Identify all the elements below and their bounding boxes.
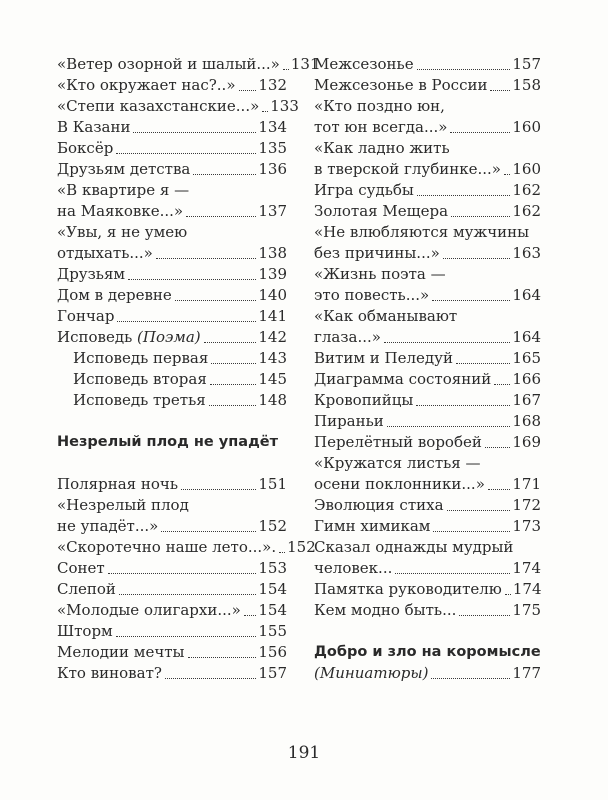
toc-entry-title-text: Исповедь третья xyxy=(73,391,206,409)
toc-entry-title xyxy=(73,348,208,369)
toc-page-number: 151 xyxy=(258,475,287,493)
dot-leader xyxy=(384,342,510,343)
dot-leader xyxy=(204,342,257,343)
dot-leader xyxy=(117,321,256,322)
toc-page-number: 175 xyxy=(512,601,541,619)
toc-entry xyxy=(57,663,287,684)
toc-page-number: 166 xyxy=(512,370,541,388)
toc-entry-title xyxy=(57,201,183,222)
toc-entry-title xyxy=(57,600,241,621)
toc-page-number: 137 xyxy=(258,202,287,220)
toc-entry xyxy=(57,327,287,348)
dot-leader xyxy=(279,552,285,553)
toc-entry-title xyxy=(57,621,113,642)
toc-entry-first-line: «Не влюбляются мужчины xyxy=(314,223,530,241)
toc-entry-title xyxy=(314,75,487,96)
toc-entry xyxy=(314,54,541,75)
toc-entry xyxy=(314,411,541,432)
toc-entry-first-line: «Жизнь поэта — xyxy=(314,265,446,283)
toc-page-number: 141 xyxy=(258,307,287,325)
toc-entry xyxy=(57,75,287,96)
toc-subentry xyxy=(57,369,287,390)
section-spacer xyxy=(57,453,287,474)
dot-leader xyxy=(209,405,257,406)
dot-leader xyxy=(494,384,510,385)
dot-leader xyxy=(262,111,268,112)
toc-entry-title-text: Исповедь вторая xyxy=(73,370,207,388)
toc-page-number: 164 xyxy=(512,286,541,304)
toc-entry-title-text: в тверской глубинке...» xyxy=(314,160,501,178)
dot-leader xyxy=(116,153,256,154)
dot-leader xyxy=(456,363,510,364)
toc-entry-title-text: Кровопийцы xyxy=(314,391,414,409)
toc-entry-title xyxy=(57,117,130,138)
toc-entry-title-text: «Кто окружает нас?..» xyxy=(57,76,236,94)
toc-entry-title xyxy=(314,201,448,222)
toc-entry-title xyxy=(57,138,113,159)
toc-page-number: 131 xyxy=(290,55,320,73)
toc-entry-first-line: «В квартире я — xyxy=(57,181,190,199)
toc-entry xyxy=(57,537,316,558)
toc-entry-title-text: человек... xyxy=(314,559,393,577)
toc-entry xyxy=(57,117,287,138)
toc-entry-title-text: Сонет xyxy=(57,559,105,577)
toc-entry xyxy=(314,432,541,453)
toc-entry-subtitle: (Миниатюры) xyxy=(314,664,429,682)
toc-page-number: 158 xyxy=(512,76,541,94)
dot-leader xyxy=(417,195,511,196)
toc-entry-title-text: Исповедь xyxy=(57,328,133,346)
dot-leader xyxy=(416,405,510,406)
toc-entry-title-text: Кто виноват? xyxy=(57,664,162,682)
toc-entry-title xyxy=(57,537,276,558)
toc-entry-title xyxy=(314,327,381,348)
dot-leader xyxy=(488,489,510,490)
toc-entry xyxy=(314,474,541,495)
toc-entry-title-text: Мелодии мечты xyxy=(57,643,185,661)
toc-entry-title-text: «Скоротечно наше лето...». xyxy=(57,538,277,556)
toc-entry xyxy=(314,75,541,96)
toc-page-number: 148 xyxy=(258,391,287,409)
toc-entry xyxy=(57,306,287,327)
toc-entry xyxy=(314,495,541,516)
toc-entry-title-text: тот юн всегда...» xyxy=(314,118,448,136)
toc-entry xyxy=(314,516,541,537)
dot-leader xyxy=(283,69,289,70)
toc-entry-title xyxy=(314,390,413,411)
toc-page-number: 168 xyxy=(512,412,541,430)
toc-entry-title-text: без причины...» xyxy=(314,244,440,262)
toc-entry xyxy=(57,96,299,117)
toc-entry-subtitle: (Поэма) xyxy=(137,328,201,346)
toc-page-number: 133 xyxy=(270,97,299,115)
toc-entry-title-text: отдыхать...» xyxy=(57,244,153,262)
dot-leader xyxy=(490,90,510,91)
toc-entry xyxy=(314,579,541,600)
toc-entry-title-text: Гончар xyxy=(57,307,115,325)
toc-entry xyxy=(314,285,541,306)
toc-entry xyxy=(57,579,287,600)
toc-entry-title xyxy=(57,474,178,495)
toc-entry-title xyxy=(314,348,453,369)
toc-page-number: 157 xyxy=(258,664,287,682)
toc-entry-title-text: осени поклонники...» xyxy=(314,475,485,493)
dot-leader xyxy=(450,132,510,133)
dot-leader xyxy=(193,174,256,175)
toc-page-number: 174 xyxy=(512,559,541,577)
toc-entry-title-text: на Маяковке...» xyxy=(57,202,184,220)
toc-entry-title-text: «Молодые олигархи...» xyxy=(57,601,241,619)
toc-entry-title-text: Межсезонье xyxy=(314,55,414,73)
toc-entry-title-text: это повесть...» xyxy=(314,286,430,304)
toc-entry xyxy=(314,117,541,138)
toc-entry xyxy=(314,663,541,684)
toc-page-number: 153 xyxy=(258,559,287,577)
toc-entry-title xyxy=(314,369,491,390)
toc-page-number: 139 xyxy=(258,265,287,283)
toc-entry xyxy=(57,474,287,495)
toc-entry-title xyxy=(314,474,485,495)
toc-entry xyxy=(57,621,287,642)
toc-entry-title xyxy=(57,327,201,348)
toc-page-number: 167 xyxy=(512,391,541,409)
toc-entry xyxy=(57,243,287,264)
toc-entry-title xyxy=(314,558,392,579)
toc-page-number: 157 xyxy=(512,55,541,73)
toc-entry-title xyxy=(73,390,206,411)
toc-entry xyxy=(314,600,541,621)
toc-entry-title-text: Кем модно быть... xyxy=(314,601,457,619)
toc-entry-title xyxy=(314,180,414,201)
toc-page-number: 172 xyxy=(512,496,541,514)
toc-page-number: 173 xyxy=(512,517,541,535)
toc-page-number: 160 xyxy=(512,118,541,136)
toc-entry-title xyxy=(57,642,185,663)
toc-entry xyxy=(57,642,287,663)
toc-page-number: 154 xyxy=(258,601,287,619)
toc-entry-title xyxy=(314,600,456,621)
dot-leader xyxy=(211,363,256,364)
toc-entry xyxy=(57,201,287,222)
toc-entry-title-text: Исповедь первая xyxy=(73,349,209,367)
toc-entry-title xyxy=(314,159,501,180)
dot-leader xyxy=(165,678,256,679)
toc-entry-title xyxy=(314,432,482,453)
dot-leader xyxy=(504,174,510,175)
toc-entry-title-text: Шторм xyxy=(57,622,113,640)
toc-entry xyxy=(314,201,541,222)
toc-entry-title-text: Боксёр xyxy=(57,139,114,157)
toc-entry-title xyxy=(314,285,429,306)
toc-page-number: 162 xyxy=(512,181,541,199)
toc-entry-title-text: Витим и Пеледуй xyxy=(314,349,453,367)
toc-entry-title xyxy=(314,495,444,516)
toc-page-number: 160 xyxy=(512,160,541,178)
dot-leader xyxy=(116,636,257,637)
toc-entry-first-line: «Как обманывают xyxy=(314,307,458,325)
toc-entry-first-line: «Увы, я не умею xyxy=(57,223,188,241)
toc-entry xyxy=(314,558,541,579)
dot-leader xyxy=(210,384,257,385)
dot-leader xyxy=(443,258,511,259)
dot-leader xyxy=(395,573,510,574)
toc-page-number: 165 xyxy=(512,349,541,367)
toc-page-number: 162 xyxy=(512,202,541,220)
dot-leader xyxy=(181,489,256,490)
toc-entry-title xyxy=(57,516,158,537)
toc-entry-first-line: «Как ладно жить xyxy=(314,139,450,157)
toc-page-number: 152 xyxy=(258,517,287,535)
section-heading: Добро и зло на коромысле xyxy=(314,644,541,660)
toc-entry xyxy=(57,138,287,159)
toc-entry-title-text: «Ветер озорной и шалый...» xyxy=(57,55,280,73)
toc-subentry xyxy=(57,348,287,369)
toc-entry-title-text: Друзьям xyxy=(57,265,126,283)
toc-entry-title xyxy=(314,579,502,600)
toc-page-number: 135 xyxy=(258,139,287,157)
toc-entry-title xyxy=(57,159,190,180)
toc-page-number: 152 xyxy=(287,538,316,556)
toc-entry-title xyxy=(57,579,116,600)
toc-entry-title-text: Гимн химикам xyxy=(314,517,431,535)
toc-entry xyxy=(57,54,320,75)
toc-page-number: 174 xyxy=(512,580,542,598)
toc-page-number: 154 xyxy=(258,580,287,598)
toc-entry-title xyxy=(57,243,153,264)
toc-page-number: 145 xyxy=(258,370,287,388)
dot-leader xyxy=(156,258,257,259)
toc-entry-title-text: В Казани xyxy=(57,118,131,136)
toc-entry-title-text: Пираньи xyxy=(314,412,384,430)
toc-entry xyxy=(57,159,287,180)
toc-entry xyxy=(57,558,287,579)
dot-leader xyxy=(186,216,256,217)
toc-left-column xyxy=(57,54,320,684)
toc-entry xyxy=(57,285,287,306)
toc-entry-first-line: «Незрелый плод xyxy=(57,496,189,514)
toc-entry-first-line: «Кто поздно юн, xyxy=(314,97,445,115)
section-heading: Незрелый плод не упадёт xyxy=(57,434,279,450)
toc-entry-title xyxy=(314,243,440,264)
section-spacer xyxy=(314,621,541,642)
toc-page-number: 138 xyxy=(258,244,287,262)
toc-entry xyxy=(57,264,287,285)
dot-leader xyxy=(433,531,510,532)
toc-entry xyxy=(57,516,287,537)
toc-entry-title-text: Друзьям детства xyxy=(57,160,191,178)
toc-page-number: 164 xyxy=(512,328,541,346)
toc-entry-title-text: Игра судьбы xyxy=(314,181,414,199)
toc-entry-title-text: Полярная ночь xyxy=(57,475,178,493)
dot-leader xyxy=(108,573,257,574)
toc-entry-title-text: глаза...» xyxy=(314,328,381,346)
toc-entry xyxy=(314,159,541,180)
toc-entry-title xyxy=(314,117,447,138)
toc-entry-title xyxy=(57,54,280,75)
section-spacer xyxy=(57,411,287,432)
dot-leader xyxy=(459,615,510,616)
toc-entry-title xyxy=(57,96,259,117)
toc-entry xyxy=(314,243,541,264)
toc-page-number: 136 xyxy=(258,160,287,178)
dot-leader xyxy=(188,657,257,658)
toc-entry xyxy=(314,327,541,348)
dot-leader xyxy=(447,510,511,511)
dot-leader xyxy=(133,132,256,133)
toc-right-column xyxy=(314,54,541,684)
dot-leader xyxy=(451,216,510,217)
toc-page-number: 140 xyxy=(258,286,287,304)
dot-leader xyxy=(128,279,256,280)
toc-subentry xyxy=(57,390,287,411)
toc-entry-title-text: Диаграмма состояний xyxy=(314,370,492,388)
toc-page-number: 156 xyxy=(258,643,287,661)
toc-page-number: 177 xyxy=(512,664,541,682)
dot-leader xyxy=(119,594,256,595)
toc-entry-title xyxy=(57,285,172,306)
toc-entry-title xyxy=(57,264,125,285)
toc-entry-first-line: «Кружатся листья — xyxy=(314,454,481,472)
dot-leader xyxy=(175,300,257,301)
toc-page-number: 134 xyxy=(258,118,287,136)
toc-entry-title xyxy=(314,663,428,684)
toc-page-number: 132 xyxy=(258,76,287,94)
toc-entry-title-text: Межсезонье в России xyxy=(314,76,488,94)
toc-entry xyxy=(314,390,541,411)
toc-page-number: 171 xyxy=(512,475,541,493)
dot-leader xyxy=(161,531,256,532)
toc-page-number: 142 xyxy=(258,328,287,346)
toc-page-number: 163 xyxy=(512,244,541,262)
toc-entry-title xyxy=(57,75,236,96)
toc-entry-title-text: Эволюция стиха xyxy=(314,496,444,514)
toc-page-number: 155 xyxy=(258,622,287,640)
toc-entry-title xyxy=(57,306,114,327)
toc-entry-title xyxy=(57,558,105,579)
toc-entry-title-text: Золотая Мещера xyxy=(314,202,449,220)
toc-entry-title xyxy=(73,369,207,390)
toc-entry-title-text: не упадёт...» xyxy=(57,517,159,535)
dot-leader xyxy=(432,300,510,301)
toc-entry xyxy=(57,600,287,621)
toc-entry-title xyxy=(314,54,414,75)
dot-leader xyxy=(431,678,510,679)
dot-leader xyxy=(387,426,511,427)
dot-leader xyxy=(244,615,257,616)
toc-page-number: 169 xyxy=(512,433,541,451)
toc-entry xyxy=(314,180,541,201)
toc-entry xyxy=(314,348,541,369)
toc-entry-title xyxy=(314,516,430,537)
toc-entry-title-text: Памятка руководителю xyxy=(314,580,502,598)
toc-entry-title-text: Дом в деревне xyxy=(57,286,172,304)
dot-leader xyxy=(485,447,511,448)
toc-entry-title-text: «Степи казахстанские...» xyxy=(57,97,260,115)
toc-entry-title-text: Перелётный воробей xyxy=(314,433,482,451)
dot-leader xyxy=(417,69,511,70)
toc-entry-title xyxy=(57,663,162,684)
dot-leader xyxy=(505,594,511,595)
toc-entry xyxy=(314,369,541,390)
toc-entry-first-line: Сказал однажды мудрый xyxy=(314,538,514,556)
page-number: 191 xyxy=(287,743,321,763)
toc-entry-title-text: Слепой xyxy=(57,580,116,598)
dot-leader xyxy=(239,90,257,91)
toc-page-number: 143 xyxy=(258,349,287,367)
toc-entry-title xyxy=(314,411,384,432)
